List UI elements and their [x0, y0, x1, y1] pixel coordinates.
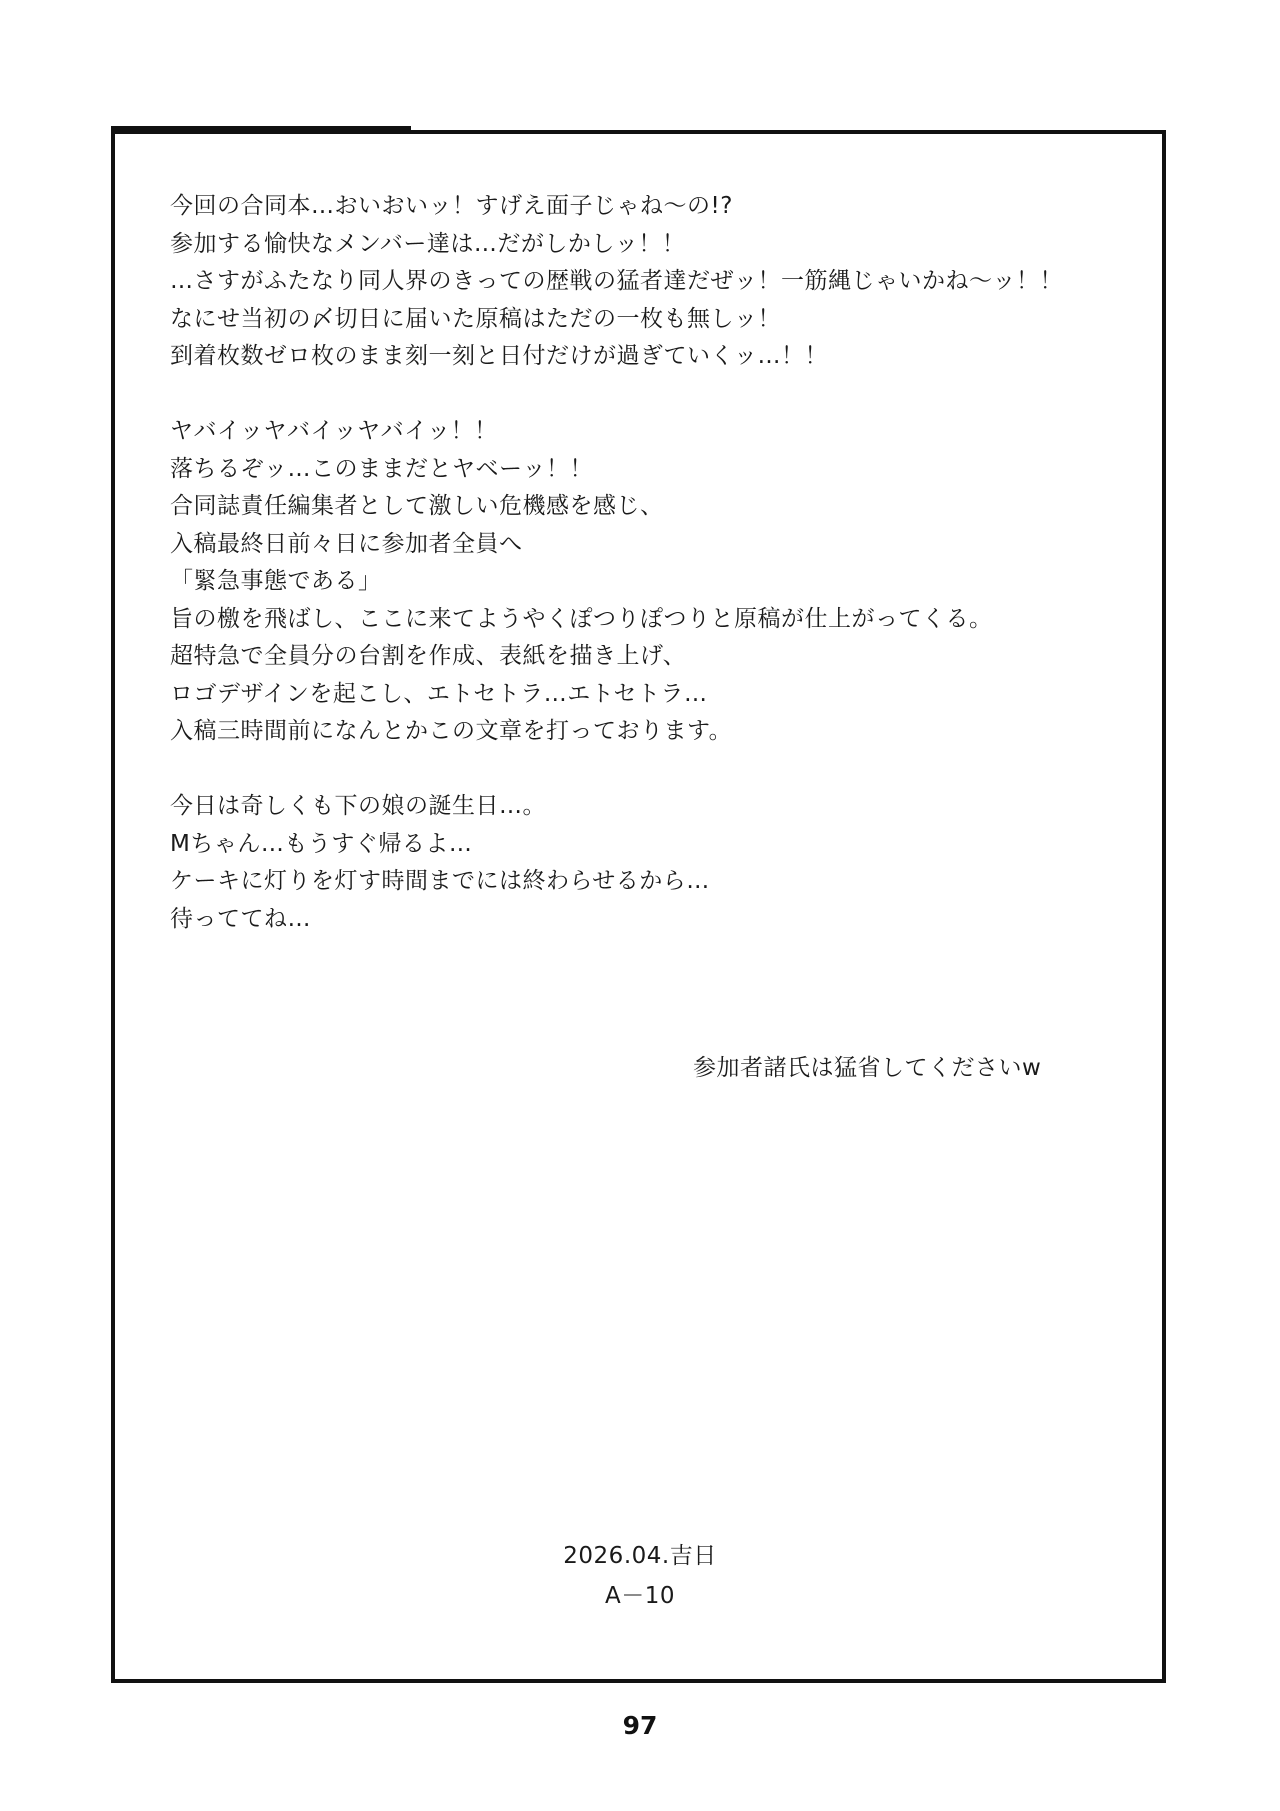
text-line: 超特急で全員分の台割を作成、表紙を描き上げ、	[170, 643, 687, 669]
text-line: 参加する愉快なメンバー達は…だがしかしッ！！	[170, 230, 686, 257]
text-line: Mちゃん…もうすぐ帰るよ…	[170, 830, 473, 857]
paragraph-gap	[170, 751, 1130, 789]
text-line: 待っててね…	[170, 905, 311, 932]
footer-date: 2026.04.吉日	[563, 1543, 717, 1569]
text-line: 到着枚数ゼロ枚のまま刻一刻と日付だけが過ぎていくッ…！！	[170, 343, 828, 369]
text-line: …さすがふたなり同人界のきっての歴戦の猛者達だぜッ！一筋縄じゃいかね～ッ！！	[170, 268, 1063, 294]
text-line: 旨の檄を飛ばし、ここに来てようやくぽつりぽつりと原稿が仕上がってくる。	[170, 605, 993, 632]
text-line: 「緊急事態である」	[170, 568, 382, 594]
text-line: 今回の合同本…おいおいッ！すげえ面子じゃね～の!?	[170, 193, 733, 219]
text-line: 合同誌責任編集者として激しい危機感を感じ、	[170, 493, 664, 519]
text-line: 今日は奇しくも下の娘の誕生日…。	[170, 793, 546, 819]
text-line: 入稿最終日前々日に参加者全員へ	[170, 530, 523, 557]
text-line: ロゴデザインを起こし、エトセトラ…エトセトラ…	[170, 680, 708, 707]
text-line: 落ちるぞッ…このままだとヤベーッ！！	[170, 455, 593, 482]
afterword-body	[170, 188, 1130, 938]
footer-author-code: A－10	[604, 1583, 675, 1609]
page-number: 97	[622, 1711, 658, 1740]
text-line: ヤバイッヤバイッヤバイッ！！	[170, 418, 498, 444]
text-line: 入稿三時間前になんとかこの文章を打っております。	[170, 718, 733, 744]
text-line: ケーキに灯りを灯す時間までには終わらせるから…	[170, 868, 710, 894]
signoff-note: 参加者諸氏は猛省してくださいw	[693, 1055, 1042, 1081]
paragraph-gap	[170, 376, 1130, 414]
text-line: なにせ当初の〆切日に届いた原稿はただの一枚も無しッ！	[170, 305, 781, 332]
